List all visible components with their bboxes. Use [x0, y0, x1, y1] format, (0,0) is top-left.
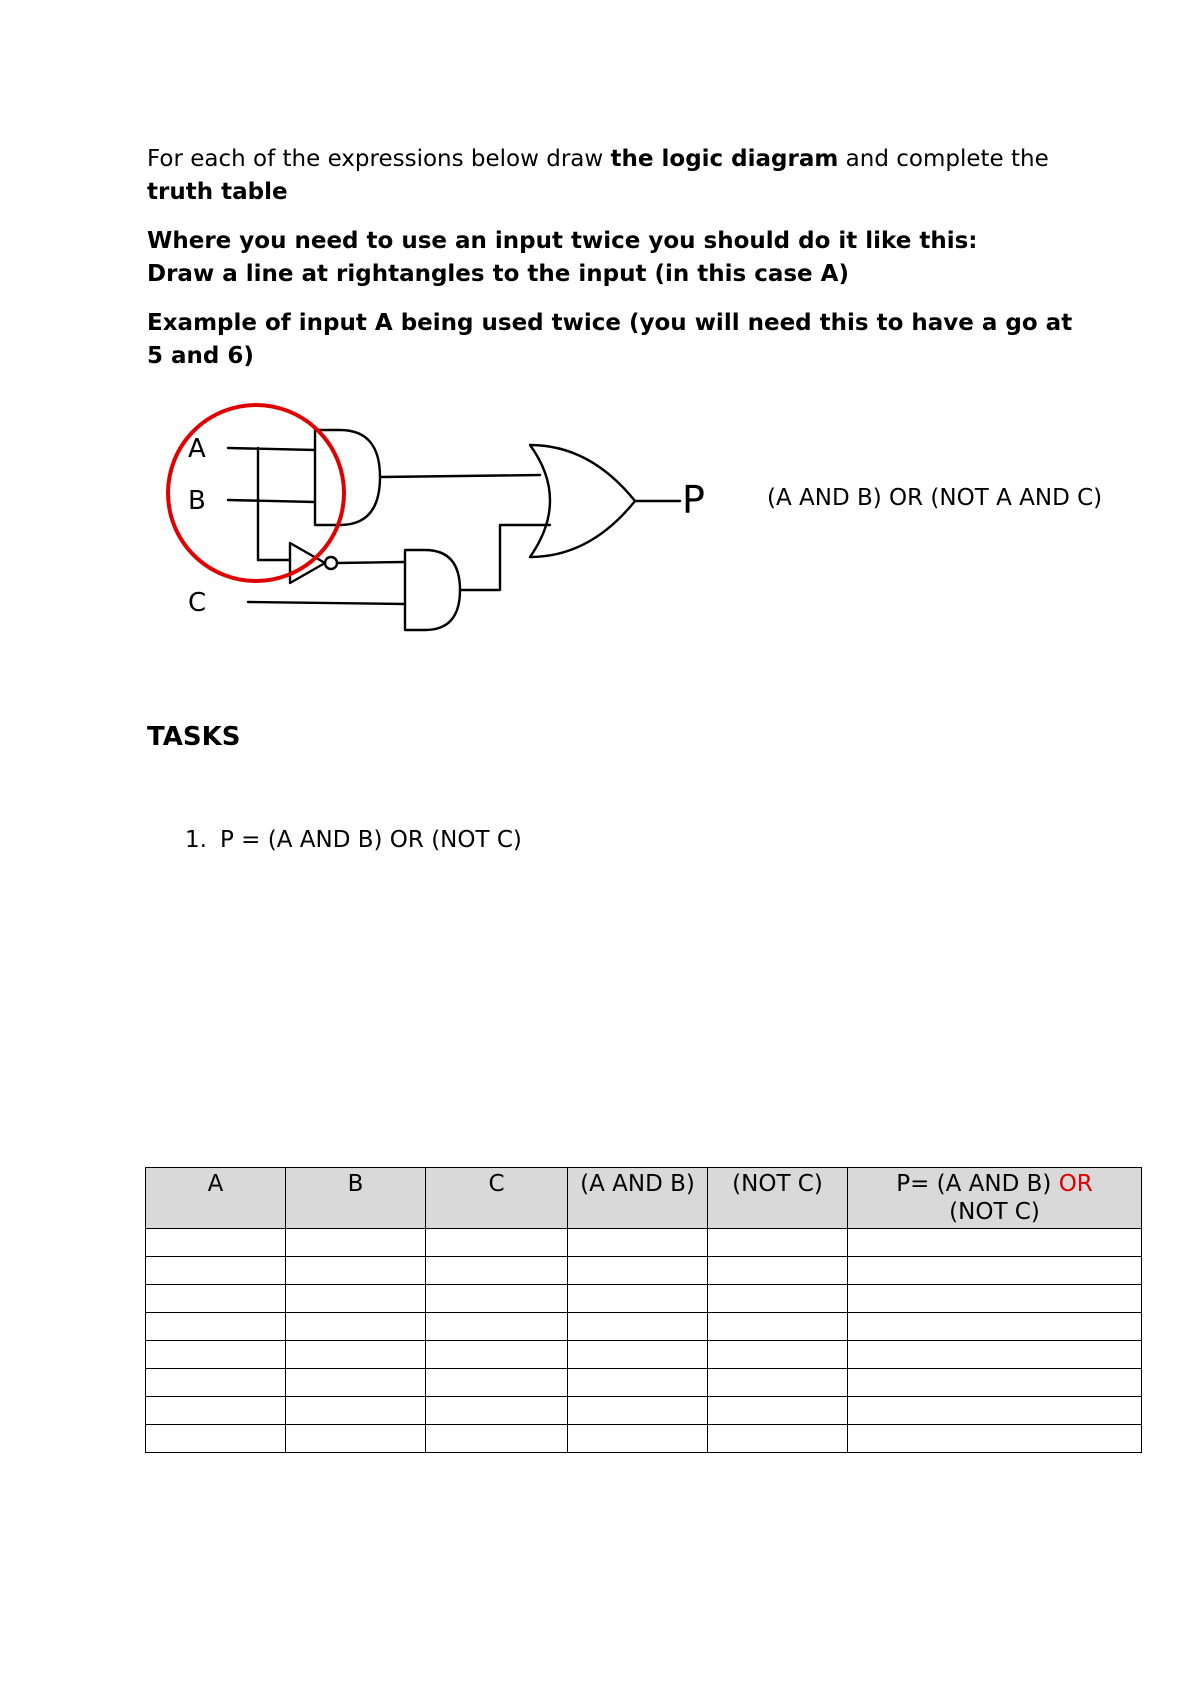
table-cell[interactable] — [568, 1369, 708, 1397]
wire-a — [228, 448, 315, 450]
table-cell[interactable] — [146, 1369, 286, 1397]
table-cell[interactable] — [426, 1285, 568, 1313]
header-a-and-b: (A AND B) — [568, 1168, 708, 1229]
task-item-1 — [185, 824, 522, 857]
table-cell[interactable] — [426, 1341, 568, 1369]
label-b: B — [188, 486, 206, 516]
table-cell[interactable] — [146, 1257, 286, 1285]
task-expression: P = (A AND B) OR (NOT C) — [220, 827, 522, 853]
table-cell[interactable] — [848, 1341, 1142, 1369]
table-cell[interactable] — [146, 1313, 286, 1341]
tasks-heading: TASKS — [147, 722, 241, 752]
header-result-p — [848, 1168, 1142, 1229]
truth-table-header-row — [146, 1168, 1142, 1229]
table-row — [146, 1285, 1142, 1313]
table-cell[interactable] — [146, 1425, 286, 1453]
table-cell[interactable] — [568, 1313, 708, 1341]
table-cell[interactable] — [708, 1313, 848, 1341]
table-cell[interactable] — [146, 1397, 286, 1425]
truth-table-body — [146, 1229, 1142, 1453]
table-cell[interactable] — [426, 1313, 568, 1341]
table-cell[interactable] — [286, 1313, 426, 1341]
table-cell[interactable] — [568, 1341, 708, 1369]
table-cell[interactable] — [568, 1257, 708, 1285]
header-b: B — [286, 1168, 426, 1229]
table-cell[interactable] — [568, 1229, 708, 1257]
table-cell[interactable] — [286, 1257, 426, 1285]
intro-instructions — [147, 143, 1087, 209]
truth-table — [145, 1167, 1142, 1453]
header-p-or: OR — [1058, 1171, 1093, 1197]
table-cell[interactable] — [708, 1341, 848, 1369]
label-c: C — [188, 588, 207, 618]
table-cell[interactable] — [286, 1341, 426, 1369]
table-cell[interactable] — [848, 1229, 1142, 1257]
table-cell[interactable] — [146, 1285, 286, 1313]
logic-diagram — [160, 385, 740, 655]
table-cell[interactable] — [848, 1425, 1142, 1453]
intro-bold-truth-table: truth table — [147, 179, 288, 205]
label-output-p: P — [682, 478, 705, 522]
table-cell[interactable] — [848, 1369, 1142, 1397]
intro-text-1: For each of the expressions below draw — [147, 146, 611, 172]
twice-line-1: Where you need to use an input twice you should do it like this: — [147, 228, 978, 254]
not-gate-bubble — [325, 557, 337, 569]
table-row — [146, 1313, 1142, 1341]
header-c: C — [426, 1168, 568, 1229]
table-cell[interactable] — [848, 1313, 1142, 1341]
and-gate-bottom — [405, 550, 460, 630]
table-row — [146, 1397, 1142, 1425]
twice-line-2: Draw a line at rightangles to the input (in this case A) — [147, 261, 849, 287]
table-cell[interactable] — [708, 1229, 848, 1257]
table-row — [146, 1369, 1142, 1397]
table-row — [146, 1341, 1142, 1369]
table-cell[interactable] — [708, 1425, 848, 1453]
wire-not-out — [337, 562, 405, 563]
table-cell[interactable] — [426, 1425, 568, 1453]
intro-text-2: and complete the — [838, 146, 1049, 172]
table-cell[interactable] — [848, 1397, 1142, 1425]
table-row — [146, 1257, 1142, 1285]
table-cell[interactable] — [286, 1229, 426, 1257]
input-twice-instructions — [147, 225, 1087, 291]
wire-b — [228, 500, 315, 502]
table-cell[interactable] — [848, 1257, 1142, 1285]
and-gate-top — [315, 430, 380, 525]
table-row — [146, 1425, 1142, 1453]
table-cell[interactable] — [708, 1257, 848, 1285]
wire-and-top-out — [380, 475, 540, 477]
table-cell[interactable] — [708, 1397, 848, 1425]
wire-c — [248, 602, 405, 604]
task-number: 1. — [185, 827, 207, 853]
table-cell[interactable] — [708, 1369, 848, 1397]
table-cell[interactable] — [426, 1397, 568, 1425]
table-cell[interactable] — [426, 1369, 568, 1397]
table-cell[interactable] — [426, 1257, 568, 1285]
table-cell[interactable] — [286, 1397, 426, 1425]
example-heading: Example of input A being used twice (you will need this to have a go at 5 and 6) — [147, 310, 1073, 369]
diagram-expression-caption: (A AND B) OR (NOT A AND C) — [767, 485, 1103, 511]
table-cell[interactable] — [426, 1229, 568, 1257]
table-cell[interactable] — [146, 1341, 286, 1369]
table-cell[interactable] — [568, 1397, 708, 1425]
table-cell[interactable] — [146, 1229, 286, 1257]
table-row — [146, 1229, 1142, 1257]
table-cell[interactable] — [286, 1369, 426, 1397]
table-cell[interactable] — [708, 1285, 848, 1313]
table-cell[interactable] — [848, 1285, 1142, 1313]
table-cell[interactable] — [286, 1425, 426, 1453]
header-p-part2: (NOT C) — [949, 1199, 1040, 1225]
table-cell[interactable] — [568, 1425, 708, 1453]
header-not-c: (NOT C) — [708, 1168, 848, 1229]
intro-bold-logic-diagram: the logic diagram — [610, 146, 839, 172]
label-a: A — [188, 434, 206, 464]
header-a: A — [146, 1168, 286, 1229]
table-cell[interactable] — [286, 1285, 426, 1313]
table-cell[interactable] — [568, 1285, 708, 1313]
or-gate — [530, 445, 635, 557]
header-p-part1: P= (A AND B) — [896, 1171, 1059, 1197]
